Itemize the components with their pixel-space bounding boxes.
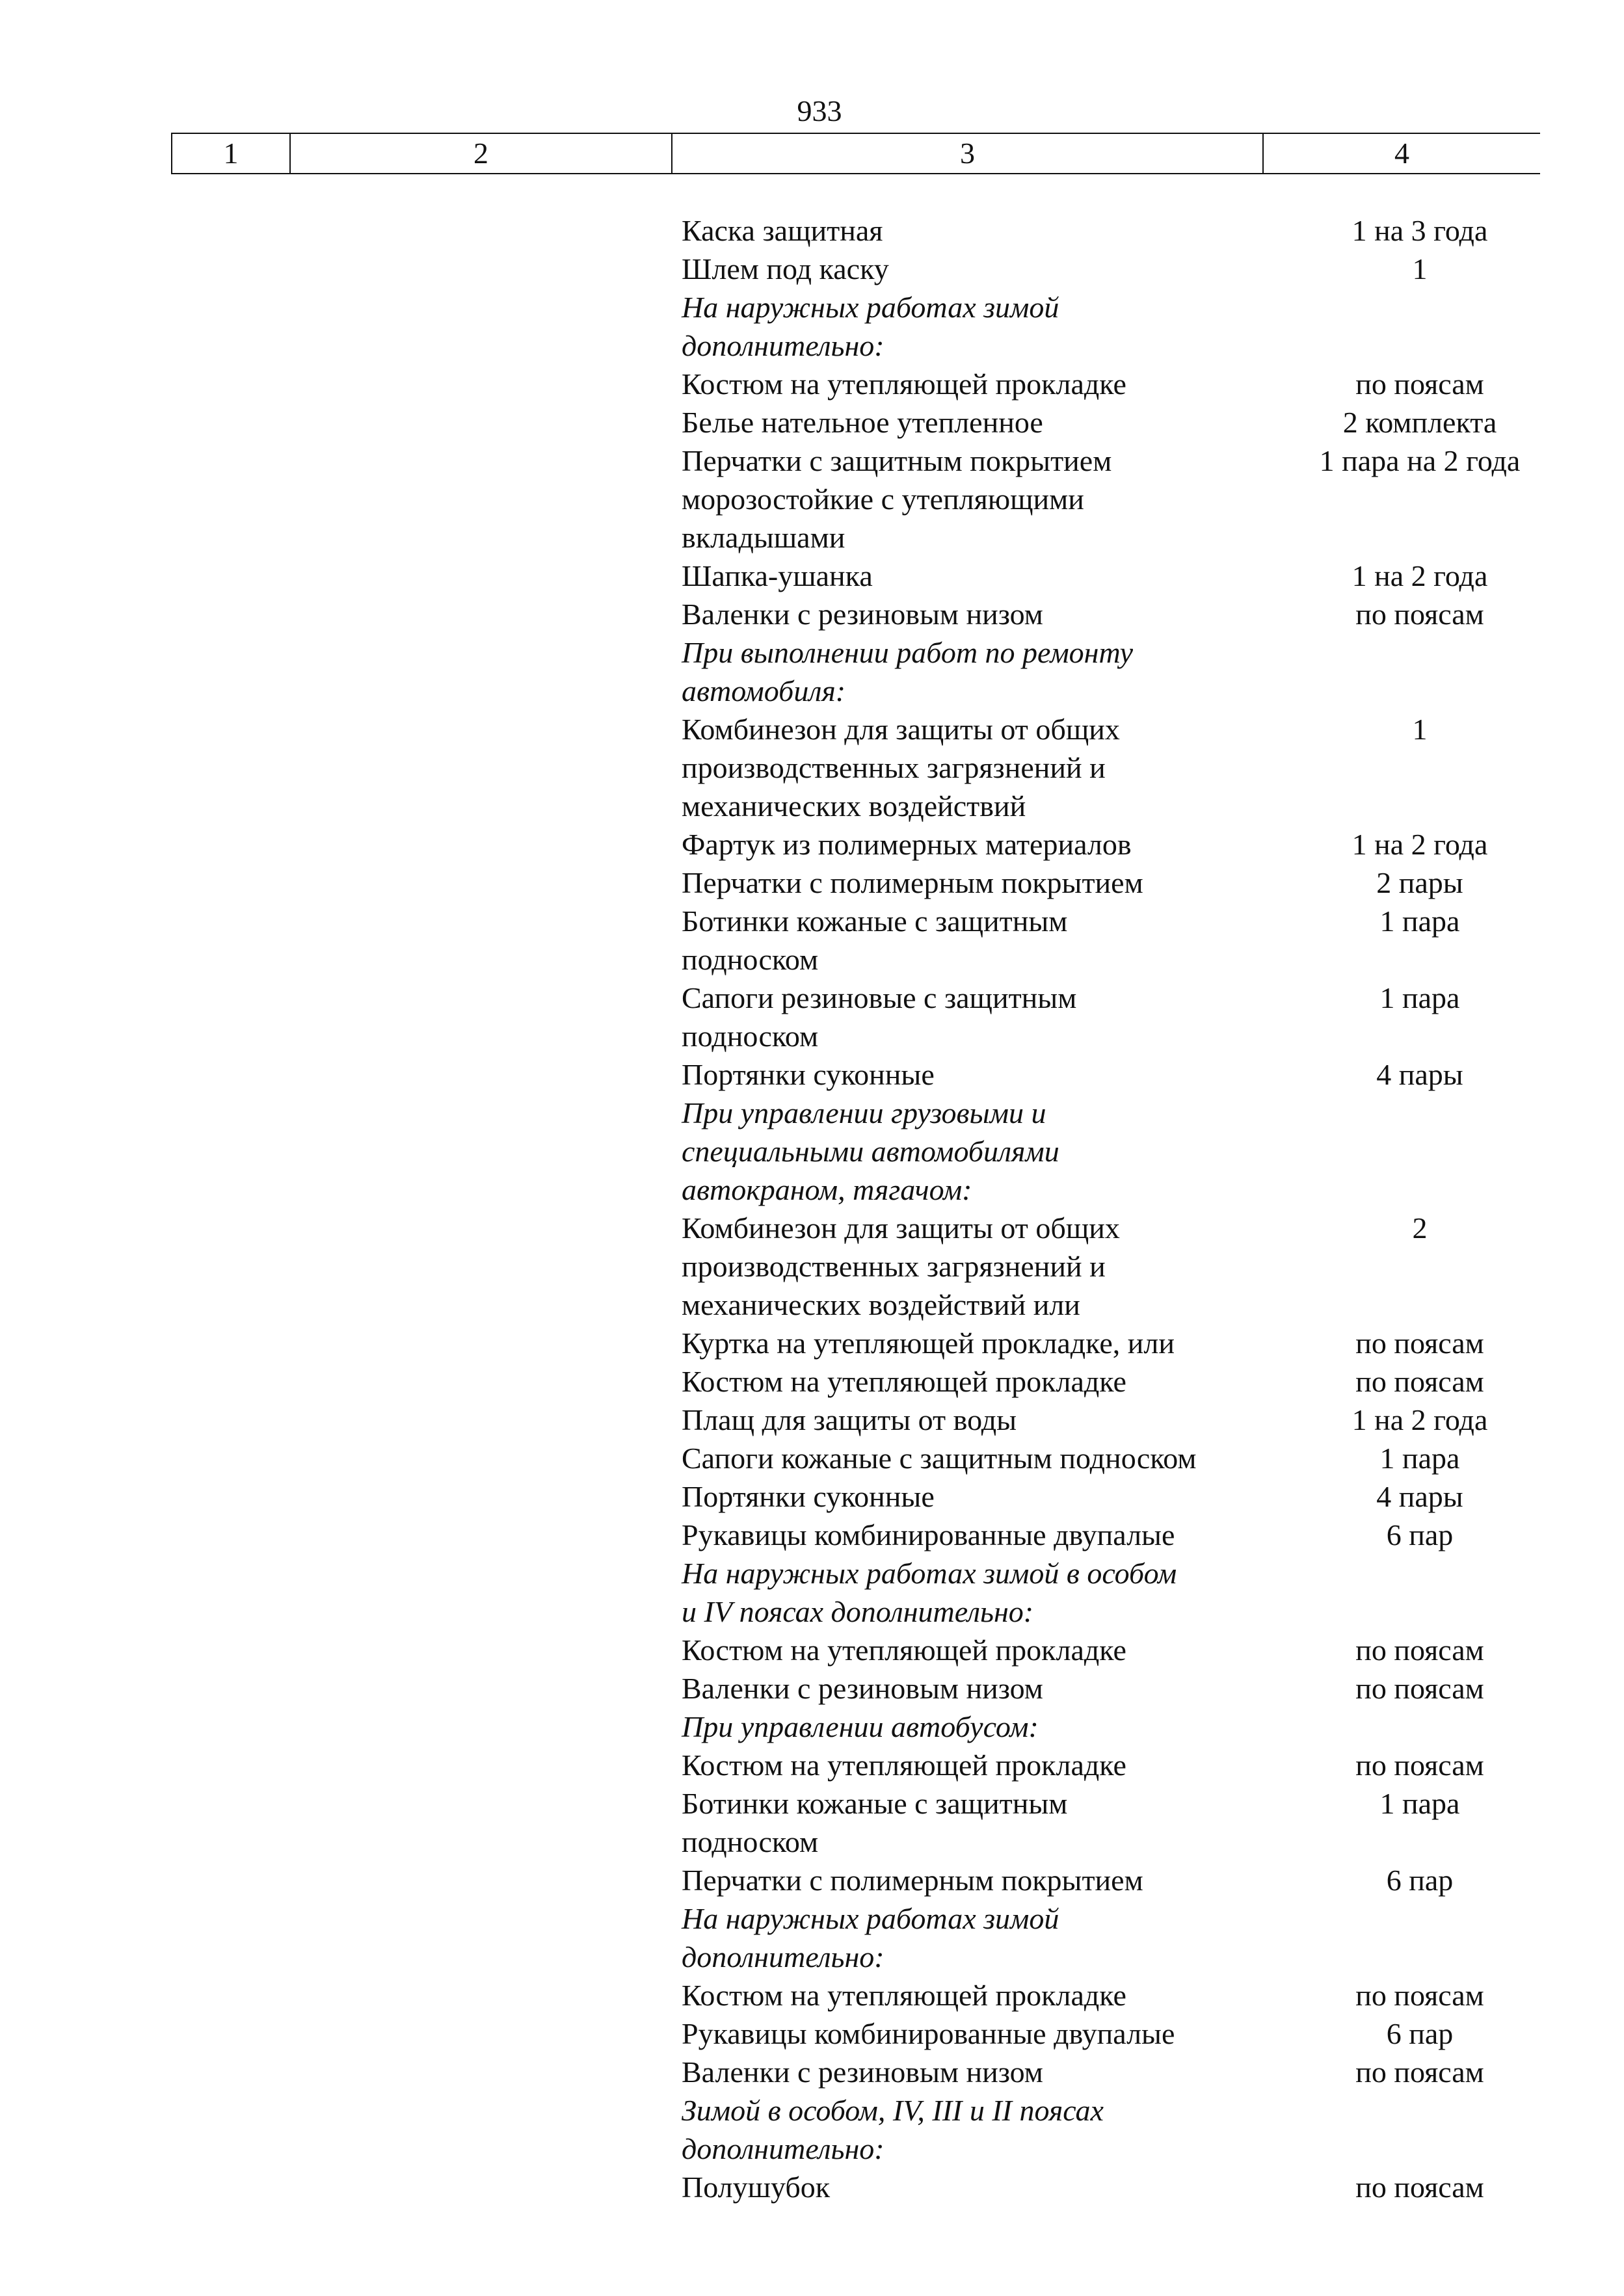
section-heading-row [682, 2091, 1579, 2168]
section-heading: На наружных работах зимой дополнительно: [682, 291, 1059, 362]
equipment-row [682, 365, 1579, 403]
page-number: 933 [797, 94, 842, 127]
equipment-row [682, 2014, 1579, 2053]
equipment-name: Рукавицы комбинированные двупалые [682, 2017, 1175, 2050]
equipment-name: Полушубок [682, 2171, 831, 2204]
section-heading: На наружных работах зимой дополнительно: [682, 1902, 1059, 1973]
protective-equipment-list [682, 211, 1579, 2206]
equipment-name: Плащ для защиты от воды [682, 1403, 1017, 1436]
equipment-name: Белье нательное утепленное [682, 406, 1043, 439]
section-heading: На наружных работах зимой в особом и IV поясах дополнительно: [682, 1557, 1177, 1628]
column-header-row [172, 133, 1540, 174]
section-heading-row [682, 633, 1579, 710]
section-heading: При управлении автобусом: [682, 1710, 1039, 1743]
section-heading-row [682, 1554, 1579, 1631]
issue-norm: 1 на 3 года [1351, 214, 1488, 247]
issue-norm: по поясам [1355, 2171, 1484, 2204]
column-header-table [171, 133, 1540, 174]
section-heading: При выполнении работ по ремонту автомобиля: [682, 636, 1133, 707]
issue-norm [1267, 2091, 1573, 2168]
issue-norm: 1 пара [1379, 1787, 1460, 1820]
section-heading-row [682, 288, 1579, 365]
issue-norm: 2 [1412, 1211, 1428, 1245]
issue-norm: 1 пара [1379, 904, 1460, 938]
issue-norm: по поясам [1355, 1748, 1484, 1782]
column-header-2: 2 [290, 133, 672, 174]
section-heading: Зимой в особом, IV, III и II поясах дополнительно: [682, 2094, 1104, 2165]
equipment-name: Фартук из полимерных материалов [682, 828, 1132, 861]
column-header-3: 3 [672, 133, 1263, 174]
column-header-1: 1 [172, 133, 290, 174]
issue-norm: 1 на 2 года [1351, 828, 1488, 861]
column-header-4: 4 [1263, 133, 1540, 174]
equipment-name: Костюм на утепляющей прокладке [682, 1633, 1126, 1667]
issue-norm: по поясам [1355, 598, 1484, 631]
issue-norm: 4 пары [1376, 1058, 1463, 1091]
equipment-name: Сапоги кожаные с защитным подноском [682, 1442, 1197, 1475]
equipment-row [682, 557, 1579, 595]
equipment-row [682, 1669, 1579, 1708]
issue-norm [1267, 633, 1573, 710]
equipment-row [682, 1401, 1579, 1439]
equipment-row [682, 1631, 1579, 1669]
equipment-row [682, 595, 1579, 633]
equipment-row [682, 1439, 1579, 1477]
equipment-name: Портянки суконные [682, 1058, 935, 1091]
equipment-name: Каска защитная [682, 214, 883, 247]
issue-norm: 2 пары [1376, 866, 1463, 899]
equipment-name: Костюм на утепляющей прокладке [682, 1365, 1126, 1398]
equipment-row [682, 1746, 1579, 1784]
issue-norm [1267, 1708, 1573, 1746]
equipment-name: Костюм на утепляющей прокладке [682, 1748, 1126, 1782]
equipment-row [682, 825, 1579, 864]
equipment-row [682, 1976, 1579, 2014]
equipment-row [682, 1055, 1579, 1094]
equipment-row [682, 442, 1579, 557]
issue-norm: по поясам [1355, 1979, 1484, 2012]
equipment-name: Ботинки кожаные с защитным подноском [682, 904, 1068, 976]
equipment-row [682, 1861, 1579, 1899]
equipment-name: Шлем под каску [682, 252, 889, 285]
issue-norm: 1 пара на 2 года [1319, 444, 1521, 477]
issue-norm: по поясам [1355, 1633, 1484, 1667]
issue-norm: по поясам [1355, 1326, 1484, 1360]
equipment-name: Портянки суконные [682, 1480, 935, 1513]
issue-norm: по поясам [1355, 1365, 1484, 1398]
issue-norm: 1 на 2 года [1351, 559, 1488, 592]
equipment-name: Перчатки с защитным покрытием морозостойкие с утепляющими вкладышами [682, 444, 1112, 554]
issue-norm: 6 пар [1386, 2017, 1454, 2050]
issue-norm: 1 на 2 года [1351, 1403, 1488, 1436]
issue-norm [1267, 1094, 1573, 1209]
issue-norm: 1 пара [1379, 981, 1460, 1014]
equipment-name: Комбинезон для защиты от общих производственных загрязнений и механических воздействий [682, 713, 1120, 823]
issue-norm: 6 пар [1386, 1864, 1454, 1897]
equipment-name: Рукавицы комбинированные двупалые [682, 1518, 1175, 1551]
issue-norm [1267, 1554, 1573, 1631]
equipment-name: Валенки с резиновым низом [682, 2055, 1043, 2089]
issue-norm: 1 пара [1379, 1442, 1460, 1475]
equipment-name: Шапка-ушанка [682, 559, 873, 592]
equipment-name: Комбинезон для защиты от общих производственных загрязнений и механических воздействий или [682, 1211, 1120, 1321]
equipment-row [682, 2053, 1579, 2091]
equipment-name: Костюм на утепляющей прокладке [682, 367, 1126, 401]
equipment-name: Перчатки с полимерным покрытием [682, 1864, 1143, 1897]
equipment-name: Валенки с резиновым низом [682, 598, 1043, 631]
equipment-row [682, 979, 1579, 1055]
equipment-row [682, 1477, 1579, 1516]
equipment-name: Валенки с резиновым низом [682, 1672, 1043, 1705]
equipment-row [682, 403, 1579, 442]
equipment-row [682, 1516, 1579, 1554]
equipment-row [682, 864, 1579, 902]
equipment-row [682, 1324, 1579, 1362]
issue-norm: 1 [1412, 252, 1428, 285]
equipment-name: Сапоги резиновые с защитным подноском [682, 981, 1077, 1053]
issue-norm: 4 пары [1376, 1480, 1463, 1513]
equipment-name: Ботинки кожаные с защитным подноском [682, 1787, 1068, 1858]
equipment-row [682, 710, 1579, 825]
section-heading-row [682, 1899, 1579, 1976]
section-heading-row [682, 1094, 1579, 1209]
equipment-row [682, 2168, 1579, 2206]
issue-norm [1267, 1899, 1573, 1976]
equipment-row [682, 250, 1579, 288]
equipment-row [682, 902, 1579, 979]
issue-norm: по поясам [1355, 2055, 1484, 2089]
equipment-row [682, 211, 1579, 250]
equipment-name: Перчатки с полимерным покрытием [682, 866, 1143, 899]
issue-norm: по поясам [1355, 1672, 1484, 1705]
equipment-row [682, 1209, 1579, 1324]
issue-norm: по поясам [1355, 367, 1484, 401]
issue-norm [1267, 288, 1573, 365]
equipment-name: Куртка на утепляющей прокладке, или [682, 1326, 1175, 1360]
equipment-row [682, 1784, 1579, 1861]
issue-norm: 2 комплекта [1342, 406, 1497, 439]
issue-norm: 1 [1412, 713, 1428, 746]
equipment-name: Костюм на утепляющей прокладке [682, 1979, 1126, 2012]
issue-norm: 6 пар [1386, 1518, 1454, 1551]
section-heading: При управлении грузовыми и специальными автомобилями автокраном, тягачом: [682, 1096, 1059, 1206]
section-heading-row [682, 1708, 1579, 1746]
equipment-row [682, 1362, 1579, 1401]
